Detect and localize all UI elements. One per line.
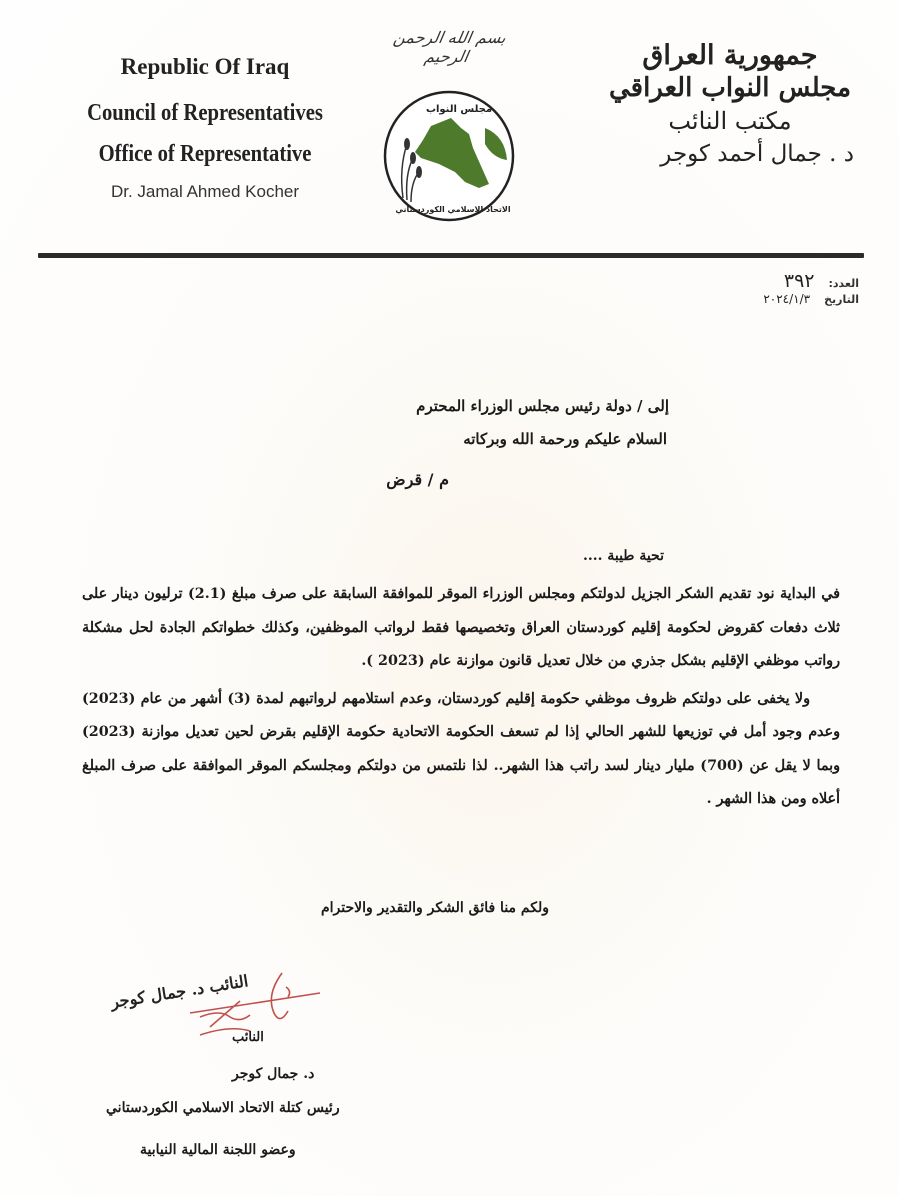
addressee: إلى / دولة رئيس مجلس الوزراء المحترم	[416, 397, 669, 415]
arabic-letterhead	[600, 40, 860, 167]
reference-number-row	[763, 270, 859, 292]
english-letterhead	[50, 48, 360, 202]
party-emblem-logo	[381, 88, 517, 224]
emblem-top-text: مجلس النواب	[425, 104, 493, 115]
greeting: السلام عليكم ورحمة الله وبركاته	[463, 430, 667, 448]
body-paragraph-2: ولا يخفى على دولتكم ظروف موظفي حكومة إقليم كوردستان، وعدم استلامهم لرواتبهم لمدة (3) أشهر من عام (2023) وعدم وجود أمل في توزيعها للشهر الحالي إذا لم تسعف الحكومة الاتحادية حكومة الإقليم بقرض لحين تعديل موازنة (2023) وبما لا يقل عن (700) مليار دينار لسد راتب هذا الشهر.. لذا نلتمس من دولتكم ومجلسكم الموقر الموافقة على صرف المبلغ أعلاه ومن هذا الشهر .	[82, 690, 840, 807]
subject-line: م / قرض	[386, 470, 449, 489]
signatory-title-1: رئيس كتلة الاتحاد الاسلامي الكوردستاني	[106, 1100, 340, 1116]
signatory-role: النائب	[232, 1030, 264, 1045]
reference-date: ٢٠٢٤/١/٣	[763, 292, 811, 306]
country-name-ar: جمهورية العراق	[642, 40, 818, 71]
emblem-bottom-text: الاتحاد الاسلامي الكوردستاني	[395, 205, 511, 214]
letter-body	[82, 578, 840, 817]
reference-block	[763, 270, 859, 306]
body-paragraph-1: في البداية نود تقديم الشكر الجزيل لدولتكم ومجلس الوزراء الموقر للموافقة السابقة على صرف مبلغ (2.1) ترليون دينار على ثلاث دفعات كقروض لحكومة إقليم كوردستان العراق وتخصيصها فقط لرواتب الموظفين، وكذلك خطواتكم الجادة لحل مشكلة رواتب موظفي الإقليم بشكل جذري من خلال تعديل قانون موازنة عام (2023 ).	[82, 586, 840, 669]
signatory-title-2: وعضو اللجنة المالية النيابية	[140, 1142, 296, 1158]
council-name-en: Council of Representatives	[87, 100, 323, 126]
country-name-en: Republic Of Iraq	[120, 54, 290, 79]
member-name-ar: د . جمال أحمد كوجر	[660, 141, 854, 167]
office-name-en: Office of Representative	[98, 141, 312, 167]
member-name-en: Dr. Jamal Ahmed Kocher	[110, 182, 300, 201]
salutation: تحية طيبة ....	[582, 548, 664, 564]
reference-date-row	[763, 292, 859, 306]
header-divider	[38, 253, 864, 258]
office-name-ar: مكتب النائب	[668, 107, 792, 135]
basmala-calligraphy: بسم الله الرحمن الرحيم	[391, 28, 508, 66]
signature-stamp: النائب د. جمال كوجر	[109, 971, 250, 1012]
reference-number: ٣٩٢	[783, 270, 815, 292]
reference-date-label: التاريخ	[824, 293, 859, 306]
signatory-name: د. جمال كوجر	[232, 1066, 315, 1082]
closing-line: ولكم منا فائق الشكر والتقدير والاحترام	[320, 900, 549, 916]
council-name-ar: مجلس النواب العراقي	[608, 73, 852, 103]
signature-stroke	[190, 973, 320, 1035]
reference-number-label: العدد:	[828, 277, 859, 290]
